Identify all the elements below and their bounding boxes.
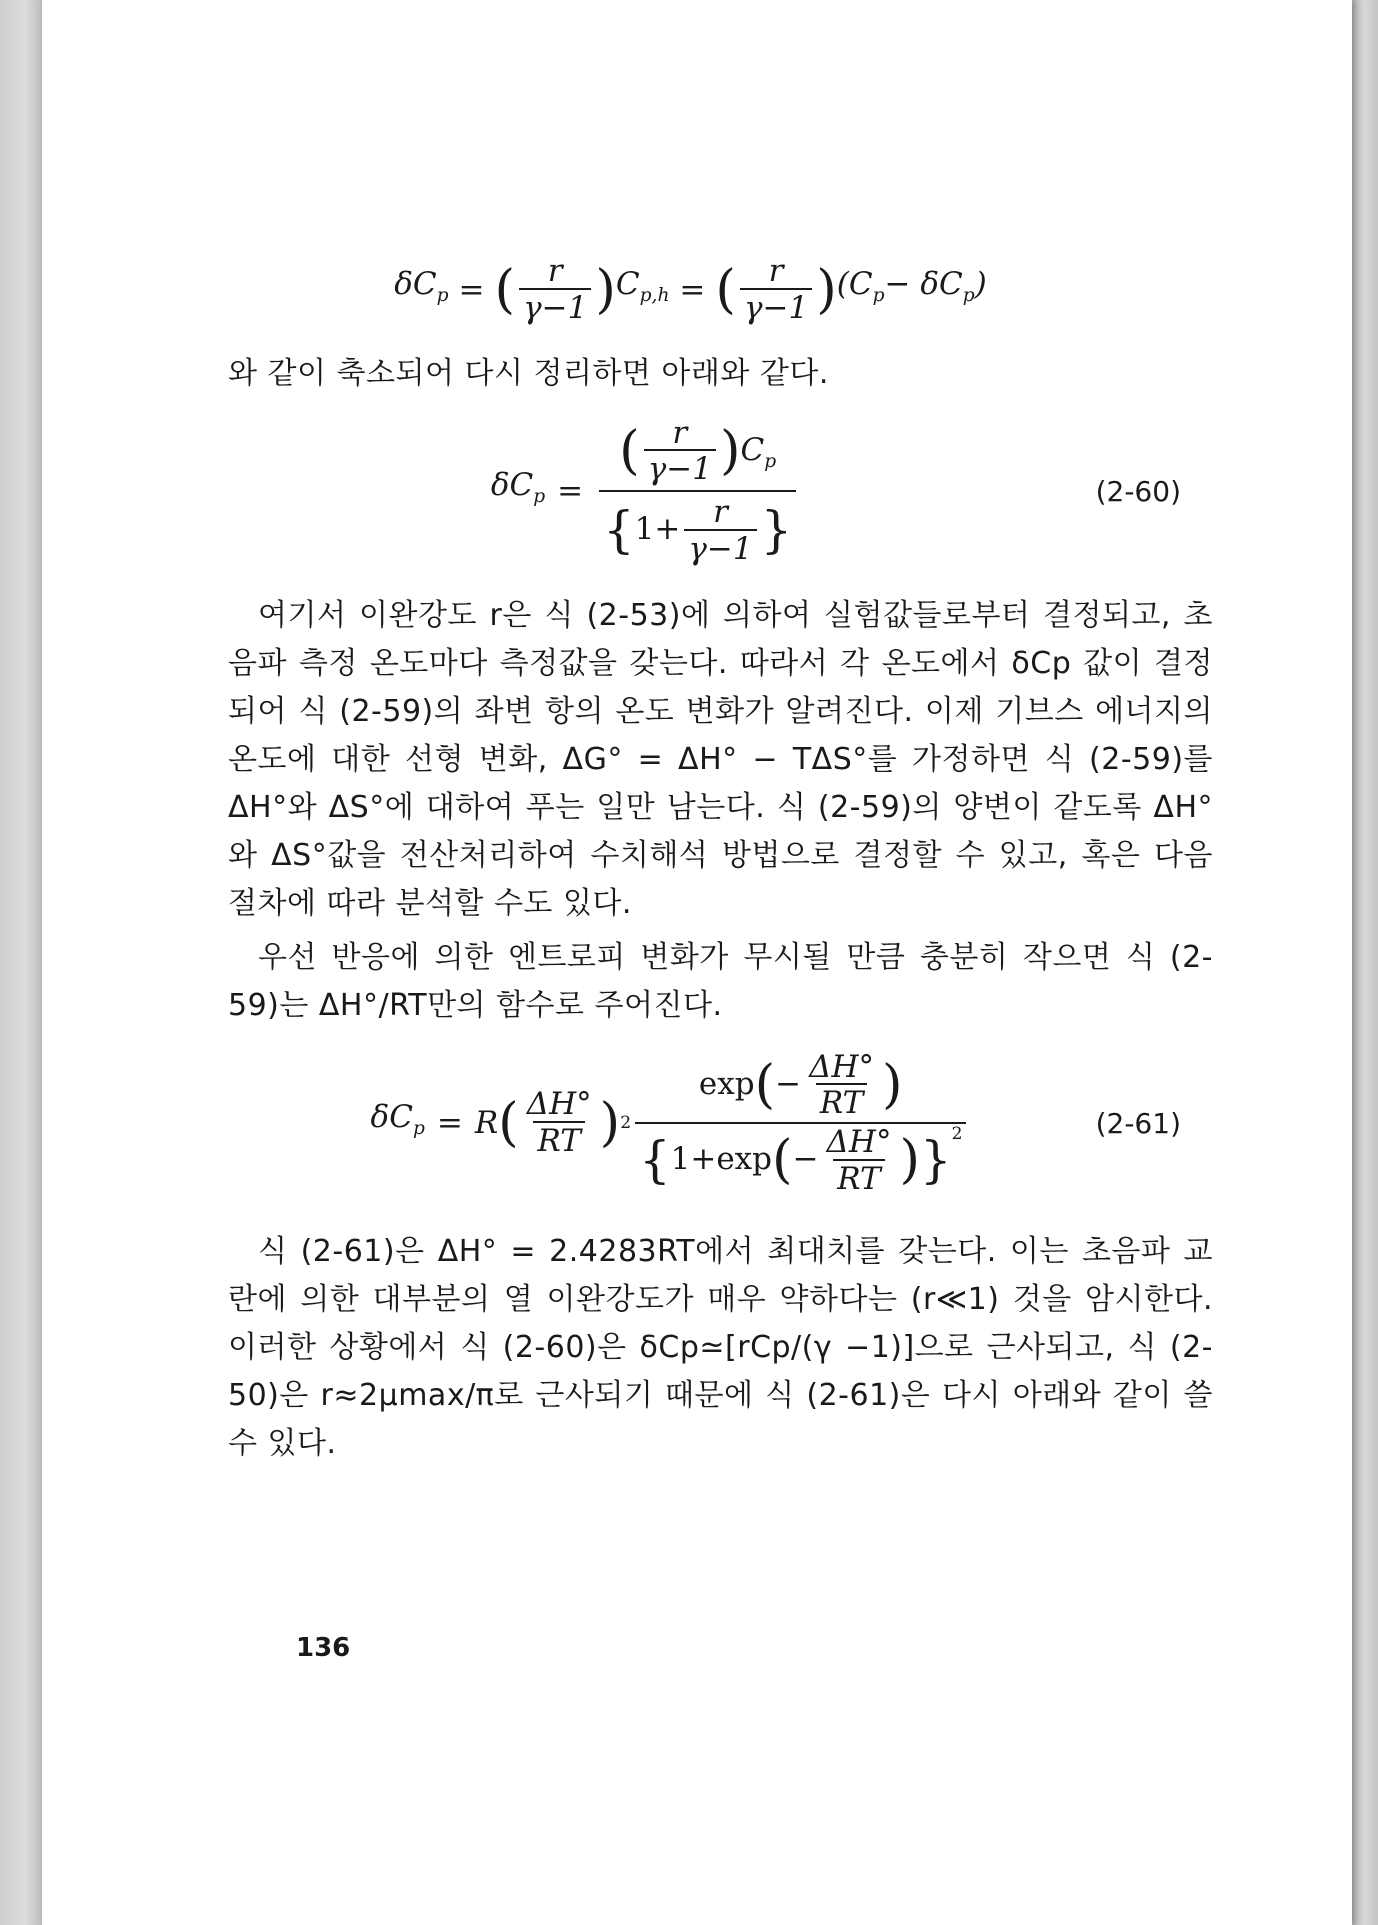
square-exponent: 2 bbox=[951, 1124, 963, 1144]
equals-sign: = bbox=[557, 472, 584, 509]
right-paren: ) bbox=[882, 1054, 903, 1116]
eq-2-60-den-fraction: $\frac{r}{\gamma-1}$ bbox=[684, 496, 756, 565]
square-exponent: 2 bbox=[620, 1112, 632, 1133]
left-paren: ( bbox=[494, 258, 516, 320]
left-paren: ( bbox=[498, 1091, 519, 1153]
left-paren: ( bbox=[772, 1129, 793, 1191]
right-paren: ) bbox=[719, 420, 741, 482]
book-edge-left bbox=[0, 0, 44, 1925]
paragraph-4: 식 (2-61)은 ΔH° = 2.4283RT에서 최대치를 갖는다. 이는 초음파 교란에 의한 대부분의 열 이완강도가 매우 약하다는 (r≪1) 것을 암시한다. 이러한 상황에서 식 (2-60)은 δCp≃[rCp/(γ −1)]으로 근사되고, 식 (2-50)은 r≈2μmax/π로 근사되기 때문에 식 (2-61)은 다시 아래와 같이 쓸 수 있다. bbox=[228, 1234, 1213, 1461]
eq-2-60-main-fraction: ( $\frac{r}{\gamma-1}$ )$C_p$ {1+ $\frac{r}{\gamma-1}$ } bbox=[599, 417, 796, 565]
eq-2-60-lhs: $\delta C_p$ bbox=[490, 466, 546, 508]
equation-2-60 bbox=[228, 416, 1213, 566]
left-paren: ( bbox=[754, 1054, 776, 1116]
equals-sign: = bbox=[436, 1104, 463, 1141]
eq-2-60-num-fraction: $\frac{r}{\gamma-1}$ bbox=[644, 417, 716, 486]
equation-2-61 bbox=[228, 1048, 1213, 1198]
right-paren: ) bbox=[899, 1129, 921, 1191]
eq-2-61-num-fraction: $\frac{\Delta H^\circ}{RT}$ bbox=[809, 1048, 875, 1122]
equals-sign: = bbox=[679, 271, 706, 308]
right-paren: ) bbox=[599, 1091, 621, 1153]
paragraph-2: 여기서 이완강도 r은 식 (2-53)에 의하여 실험값들로부터 결정되고, 초음파 측정 온도마다 측정값을 갖는다. 따라서 각 온도에서 δCp 값이 결정되어 식 (2-59)의 좌변 항의 온도 변화가 알려진다. 이제 기브스 에너지의 온도에 대한 선형 변화, ΔG° = ΔH° − TΔS°를 가정하면 식 (2-59)를 ΔH°와 ΔS°에 대하여 푸는 일만 남는다. 식 (2-59)의 양변이 같도록 ΔH°와 ΔS°값을 전산처리하여 수치해석 방법으로 결정할 수 있고, 혹은 다음 절차에 따라 분석할 수도 있다. bbox=[228, 598, 1213, 921]
left-brace: { bbox=[639, 1130, 671, 1189]
eq-top-fraction-2: $\frac{r}{\gamma-1}$ bbox=[740, 255, 812, 324]
eq-2-61-lhs: $\delta C_p$ bbox=[370, 1098, 425, 1140]
eq-2-61-main-fraction: exp(− $\frac{\Delta H^\circ}{RT}$ ) {1+exp(− $\frac{\Delta H^\circ}{RT}$ )}$^2$ bbox=[635, 1051, 966, 1195]
eq-top-mid-term: $C_{p,h}$ bbox=[615, 265, 670, 307]
left-paren: ( bbox=[619, 420, 640, 482]
right-brace: } bbox=[760, 500, 793, 559]
eq-2-61-R: R bbox=[474, 1104, 499, 1141]
eq-2-61-den-fraction: $\frac{\Delta H^\circ}{RT}$ bbox=[826, 1124, 892, 1197]
eq-top-lhs: $\delta C_p$ bbox=[394, 265, 449, 307]
eq-top-rhs: $(C_p- \delta C_p)$ bbox=[836, 265, 987, 307]
equation-number-2-60: (2-60) bbox=[1095, 474, 1181, 508]
equation-number-2-61: (2-61) bbox=[1095, 1106, 1181, 1140]
right-brace: } bbox=[920, 1130, 952, 1189]
paragraph-1: 와 같이 축소되어 다시 정리하면 아래와 같다. bbox=[228, 356, 829, 391]
paragraph-3: 우선 반응에 의한 엔트로피 변화가 무시될 만큼 충분히 작으면 식 (2-59)는 ΔH°/RT만의 함수로 주어진다. bbox=[228, 940, 1213, 1023]
left-paren: ( bbox=[715, 258, 736, 320]
equation-top bbox=[168, 250, 1213, 330]
eq-2-61-inner-fraction: $\frac{\Delta H^\circ}{RT}$ bbox=[526, 1086, 592, 1159]
eq-top-fraction-1: $\frac{r}{\gamma-1}$ bbox=[519, 255, 591, 324]
page-content bbox=[228, 250, 1213, 1468]
right-paren: ) bbox=[595, 258, 616, 320]
book-edge-right bbox=[1352, 0, 1378, 1925]
right-paren: ) bbox=[816, 258, 837, 320]
page-number: 136 bbox=[296, 1633, 351, 1663]
equals-sign: = bbox=[458, 271, 485, 308]
left-brace: { bbox=[603, 500, 635, 559]
